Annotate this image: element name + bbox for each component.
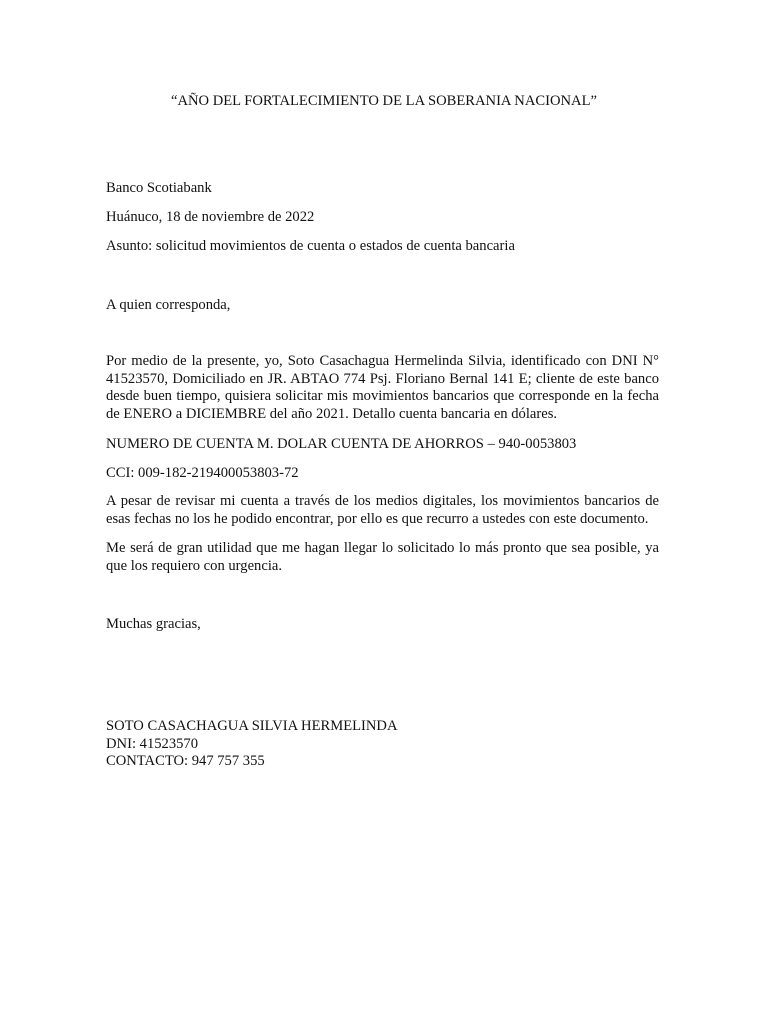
subject-line: Asunto: solicitud movimientos de cuenta o estados de cuenta bancaria	[106, 238, 515, 254]
body-paragraph-1: Por medio de la presente, yo, Soto Casachagua Hermelinda Silvia, identificado con DNI N° 41523570, Domiciliado en JR. ABTAO 774 Psj. Floriano Bernal 141 E; cliente de este banco desde buen tiempo, quisiera solicitar mis movimientos bancarios que corresponde en la fecha de ENERO a DICIEMBRE del año 2021. Detallo cuenta bancaria en dólares.	[106, 353, 659, 422]
signature-name: SOTO CASACHAGUA SILVIA HERMELINDA	[106, 718, 398, 734]
signature-contact: CONTACTO: 947 757 355	[106, 753, 265, 770]
greeting-line: A quien corresponda,	[106, 297, 231, 313]
document-title: “AÑO DEL FORTALECIMIENTO DE LA SOBERANIA NACIONAL”	[170, 93, 597, 109]
signature-block	[106, 718, 398, 771]
signature-dni: DNI: 41523570	[106, 735, 199, 752]
place-date-line: Huánuco, 18 de noviembre de 2022	[106, 209, 315, 225]
recipient-line: Banco Scotiabank	[106, 180, 212, 196]
account-number-line: NUMERO DE CUENTA M. DOLAR CUENTA DE AHORROS – 940-0053803	[106, 436, 577, 452]
body-paragraph-3: Me será de gran utilidad que me hagan llegar lo solicitado lo más pronto que sea posible, ya que los requiero con urgencia.	[106, 540, 659, 574]
body-paragraph-2: A pesar de revisar mi cuenta a través de los medios digitales, los movimientos bancarios de esas fechas no los he podido encontrar, por ello es que recurro a ustedes con este documento.	[106, 493, 659, 527]
cci-line: CCI: 009-182-219400053803-72	[106, 465, 299, 481]
closing-line: Muchas gracias,	[106, 616, 201, 632]
